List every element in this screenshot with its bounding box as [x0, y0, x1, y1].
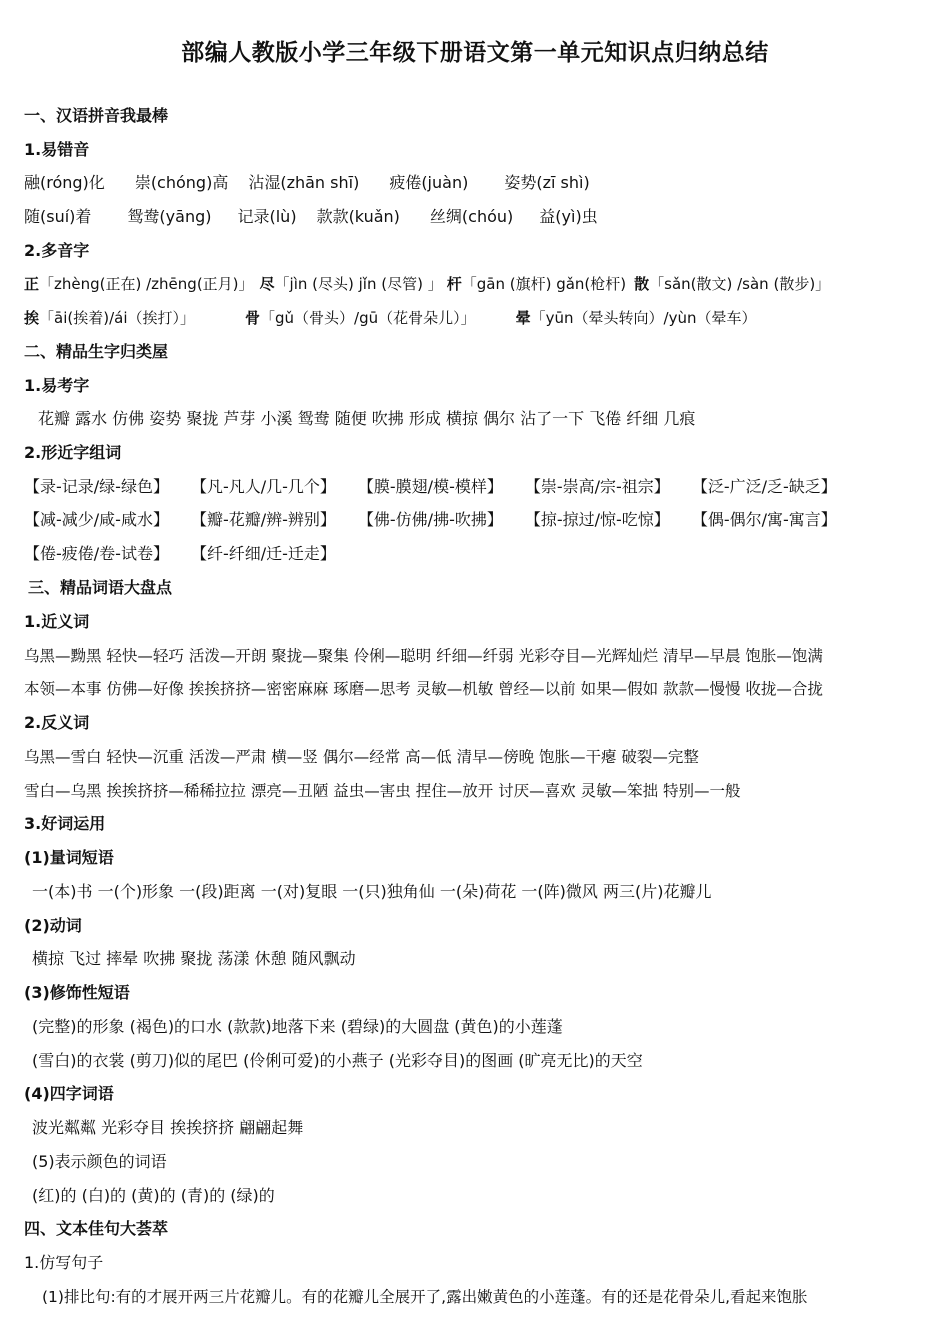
s4-sub1: 1.仿写句子: [24, 1253, 104, 1272]
word-group: 【膜-膜翅/模-模样】: [357, 477, 503, 496]
s2-sub1: 1.易考字: [24, 376, 90, 395]
term: 丝绸(chóu): [429, 207, 514, 226]
char: 骨: [245, 309, 261, 327]
page-title: 部编人教版小学三年级下册语文第一单元知识点归纳总结: [181, 40, 769, 66]
polyphone-row-2: [24, 306, 930, 330]
word-group: 【崇-崇高/宗-祖宗】: [524, 477, 670, 496]
polyphone-row-1: [24, 272, 930, 296]
section-2-heading: 二、精品生字归类屋: [24, 342, 169, 361]
section-3-heading: 三、精品词语大盘点: [28, 578, 173, 597]
reading: 「gǔ（骨头）/gū（花骨朵儿）」: [260, 309, 476, 327]
pinyin-row-2: [24, 205, 930, 229]
term: 疲倦(juàn): [389, 173, 469, 192]
word-group: 【录-记录/绿-绿色】: [24, 477, 169, 496]
term: 益(yì)虫: [539, 207, 598, 226]
term: 姿势(zī shì): [504, 173, 590, 192]
antonyms-row-1: 乌黑—雪白 轻快—沉重 活泼—严肃 横—竖 偶尔—经常 高—低 清早—傍晚 饱胀—干瘪 破裂—完整: [24, 748, 699, 766]
word-group: 【减-减少/咸-咸水】: [24, 510, 169, 529]
term: 融(róng)化: [24, 173, 105, 192]
word-group: 【凡-凡人/几-几个】: [190, 477, 336, 496]
color-words-heading: (5)表示颜色的词语: [32, 1152, 167, 1171]
term: 鸳鸯(yāng): [127, 207, 212, 226]
synonyms-row-1: 乌黑—黝黑 轻快—轻巧 活泼—开朗 聚拢—聚集 伶俐—聪明 纤细—纤弱 光彩夺目—光辉灿烂 清早—早晨 饱胀—饱满: [24, 647, 823, 665]
char: 散: [634, 275, 650, 293]
char: 正: [24, 275, 40, 293]
char: 挨: [24, 309, 40, 327]
s1-sub1: 1.易错音: [24, 140, 90, 159]
modifier-phrases-row-1: (完整)的形象 (褐色)的口水 (款款)地落下来 (碧绿)的大圆盘 (黄色)的小莲蓬: [32, 1017, 563, 1036]
measure-words-heading: (1)量词短语: [24, 848, 114, 867]
word-group: 【纤-纤细/迁-迁走】: [190, 544, 336, 563]
pinyin-row-1: [24, 171, 930, 195]
term: 随(suí)着: [24, 207, 92, 226]
s3-sub2: 2.反义词: [24, 713, 90, 732]
word-group: 【偶-偶尔/寓-寓言】: [691, 510, 837, 529]
similar-chars-row-1: [24, 475, 930, 499]
word-group: 【泛-广泛/乏-缺乏】: [691, 477, 837, 496]
word-group: 【倦-疲倦/卷-试卷】: [24, 544, 169, 563]
section-4-heading: 四、文本佳句大荟萃: [24, 1219, 169, 1238]
reading: 「sǎn(散文) /sàn (散步)」: [649, 275, 831, 293]
verbs-heading: (2)动词: [24, 916, 82, 935]
four-char-words-heading: (4)四字词语: [24, 1084, 114, 1103]
section-1-heading: 一、汉语拼音我最棒: [24, 106, 169, 125]
reading: 「yūn（晕头转向）/yùn（晕车）: [530, 309, 757, 327]
word-group: 【佛-仿佛/拂-吹拂】: [357, 510, 503, 529]
similar-chars-row-2: [24, 508, 930, 532]
word-group: 【瓣-花瓣/辨-辨别】: [190, 510, 336, 529]
modifier-phrases-row-2: (雪白)的衣裳 (剪刀)似的尾巴 (伶俐可爱)的小燕子 (光彩夺目)的图画 (旷亮无比)的天空: [32, 1051, 643, 1070]
color-words-row: (红)的 (白)的 (黄)的 (青)的 (绿)的: [32, 1186, 275, 1205]
word-group: 【掠-掠过/惊-吃惊】: [524, 510, 670, 529]
s3-sub3: 3.好词运用: [24, 814, 106, 833]
synonyms-row-2: 本领—本事 仿佛—好像 挨挨挤挤—密密麻麻 琢磨—思考 灵敏—机敏 曾经—以前 如果—假如 款款—慢慢 收拢—合拢: [24, 680, 823, 698]
term: 沾湿(zhān shī): [248, 173, 360, 192]
s2-sub2: 2.形近字组词: [24, 443, 122, 462]
s1-sub2: 2.多音字: [24, 241, 90, 260]
reading: 「āi(挨着)/ái（挨打）」: [39, 309, 195, 327]
term: 款款(kuǎn): [316, 207, 400, 226]
measure-words-row: 一(本)书 一(个)形象 一(段)距离 一(对)复眼 一(只)独角仙 一(朵)荷花 一(阵)微风 两三(片)花瓣儿: [32, 882, 712, 901]
modifier-phrases-heading: (3)修饰性短语: [24, 983, 130, 1002]
s3-sub1: 1.近义词: [24, 612, 90, 631]
key-chars-row: 花瓣 露水 仿佛 姿势 聚拢 芦芽 小溪 鸳鸯 随便 吹拂 形成 横掠 偶尔 沾了一下 飞倦 纤细 几痕: [38, 409, 696, 428]
char: 晕: [515, 309, 531, 327]
term: 记录(lù): [237, 207, 297, 226]
term: 崇(chóng)高: [134, 173, 229, 192]
reading: 「jìn (尽头) jǐn (尽管) 」: [274, 275, 443, 293]
parallel-sentence-line: (1)排比句:有的才展开两三片花瓣儿。有的花瓣儿全展开了,露出嫩黄色的小莲蓬。有的还是花骨朵儿,看起来饱胀: [42, 1288, 808, 1306]
similar-chars-row-3: [24, 542, 930, 566]
four-char-words-row: 波光粼粼 光彩夺目 挨挨挤挤 翩翩起舞: [32, 1118, 304, 1137]
char: 尽: [259, 275, 275, 293]
char: 杆: [446, 275, 462, 293]
reading: 「zhèng(正在) /zhēng(正月)」: [39, 275, 254, 293]
verbs-row: 横掠 飞过 摔晕 吹拂 聚拢 荡漾 休憩 随风飘动: [32, 949, 356, 968]
reading: 「gān (旗杆) gǎn(枪杆): [461, 275, 627, 293]
antonyms-row-2: 雪白—乌黑 挨挨挤挤—稀稀拉拉 漂亮—丑陋 益虫—害虫 捏住—放开 讨厌—喜欢 灵敏—笨拙 特别—一般: [24, 782, 741, 800]
